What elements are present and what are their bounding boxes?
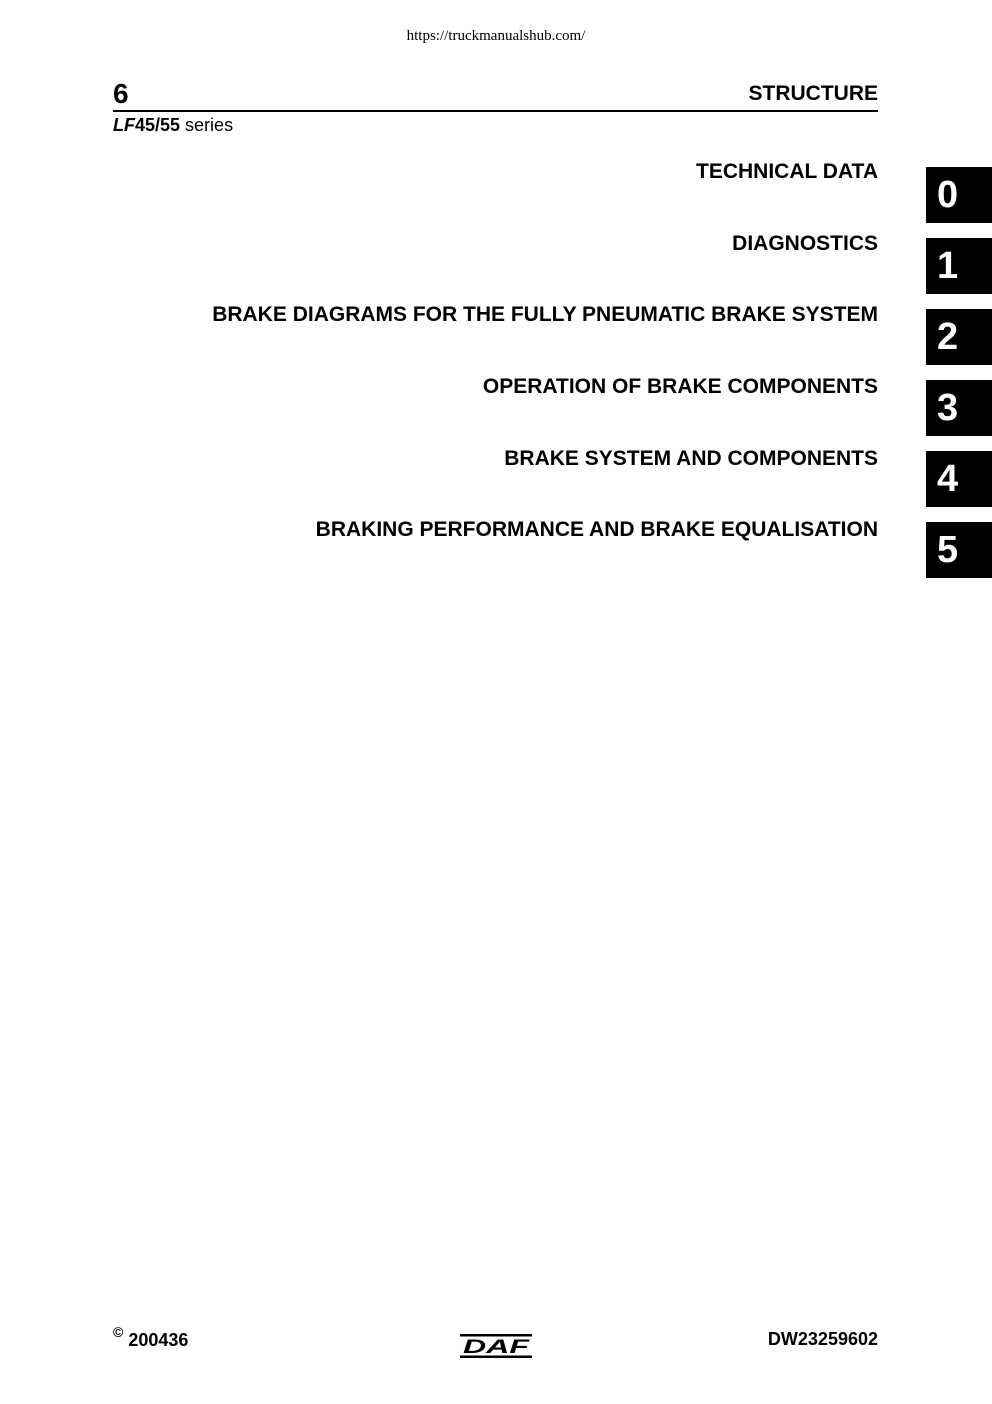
series-range: 45/55 (135, 115, 181, 135)
section-title: STRUCTURE (748, 82, 878, 105)
series-suffix: series (180, 115, 234, 135)
header-divider (113, 110, 878, 112)
toc-item-technical-data[interactable]: TECHNICAL DATA (696, 160, 878, 183)
logo-text: DAF (463, 1337, 532, 1358)
chapter-tab-1[interactable]: 1 (926, 238, 992, 294)
series-model: LF (113, 115, 135, 135)
footer-date-code (113, 1326, 188, 1351)
section-number: 6 (113, 78, 129, 109)
chapter-tab-5[interactable]: 5 (926, 522, 992, 578)
toc-item-diagnostics[interactable]: DIAGNOSTICS (732, 232, 878, 255)
daf-logo (460, 1334, 532, 1358)
toc-item-braking-performance[interactable]: BRAKING PERFORMANCE AND BRAKE EQUALISATION (315, 518, 878, 541)
series-label (113, 115, 233, 136)
document-number: DW23259602 (767, 1329, 878, 1349)
date-code: 200436 (128, 1330, 189, 1350)
toc-item-brake-system-and-components[interactable]: BRAKE SYSTEM AND COMPONENTS (504, 447, 878, 470)
chapter-tab-2[interactable]: 2 (926, 309, 992, 365)
chapter-tab-3[interactable]: 3 (926, 380, 992, 436)
copyright-symbol: © (113, 1324, 124, 1340)
toc-item-brake-diagrams[interactable]: BRAKE DIAGRAMS FOR THE FULLY PNEUMATIC BRAKE SYSTEM (212, 303, 878, 326)
chapter-tab-0[interactable]: 0 (926, 167, 992, 223)
source-url: https://truckmanualshub.com/ (406, 28, 586, 44)
chapter-tab-4[interactable]: 4 (926, 451, 992, 507)
toc-item-operation-of-brake-components[interactable]: OPERATION OF BRAKE COMPONENTS (482, 375, 878, 398)
